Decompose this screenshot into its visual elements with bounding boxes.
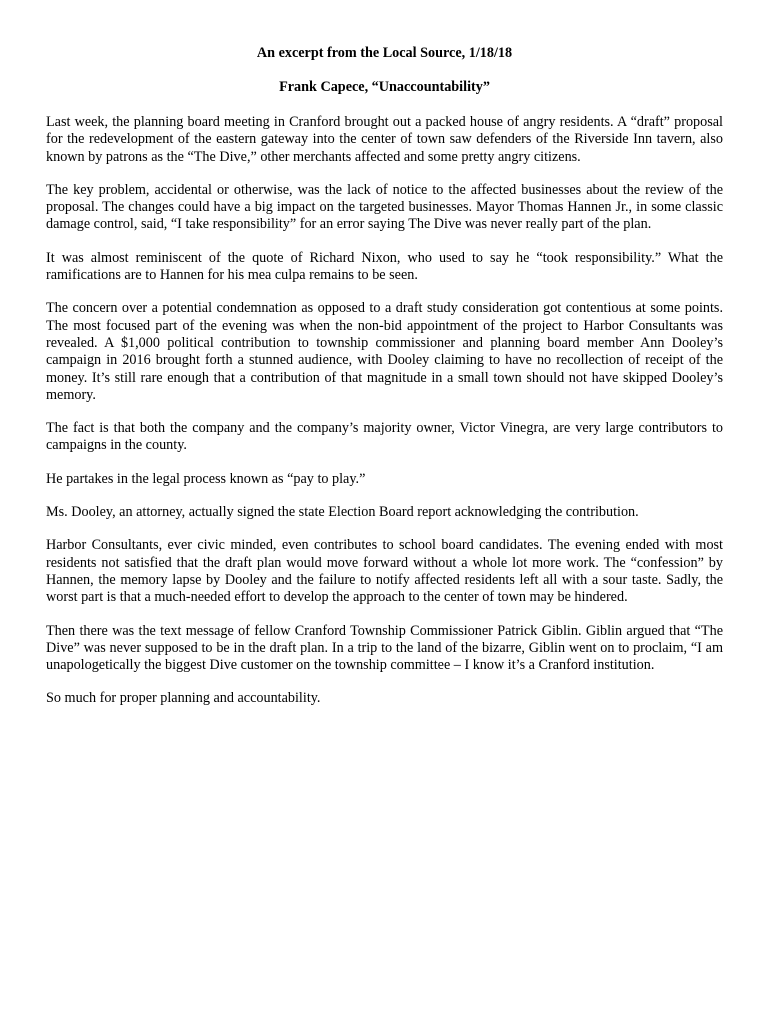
- paragraph: The key problem, accidental or otherwise, was the lack of notice to the affected businesses about the review of the proposal. The changes could have a big impact on the targeted businesses. Mayor Thomas Hannen Jr., in some classic damage control, said, “I take responsibility” for an error saying The Dive was never really part of the plan.: [46, 181, 723, 233]
- document-subtitle: Frank Capece, “Unaccountability”: [279, 79, 490, 95]
- paragraph: Harbor Consultants, ever civic minded, even contributes to school board candidates. The evening ended with most residents not satisfied that the draft plan would move forward without a whole lot more work. The “confession” by Hannen, the memory lapse by Dooley and the failure to notify affected residents left all with a sour taste. Sadly, the worst part is that a much-needed effort to develop the approach to the center of town may be hindered.: [46, 537, 723, 606]
- document-title: An excerpt from the Local Source, 1/18/18: [256, 45, 513, 61]
- paragraph: So much for proper planning and accountability.: [46, 690, 321, 707]
- paragraph: The concern over a potential condemnation as opposed to a draft study consideration got contentious at some points. The most focused part of the evening was when the non-bid appointment of the project to Harbor Consultants was revealed. A $1,000 political contribution to township commissioner and planning board member Ann Dooley’s campaign in 2016 brought forth a stunned audience, with Dooley claiming to have no recollection of receipt of the money. It’s still rare enough that a contribution of that magnitude in a small town should not have skipped Dooley’s memory.: [46, 300, 723, 403]
- paragraph: He partakes in the legal process known as “pay to play.”: [46, 470, 366, 487]
- paragraph: Then there was the text message of fellow Cranford Township Commissioner Patrick Giblin. Giblin argued that “The Dive” was never supposed to be in the draft plan. In a trip to the land of the bizarre, Giblin went on to proclaim, “I am unapologetically the biggest Dive customer on the township committee – I know it’s a Cranford institution.: [46, 622, 723, 674]
- paragraph: Ms. Dooley, an attorney, actually signed the state Election Board report acknowledging the contribution.: [46, 504, 639, 521]
- document-page: [46, 44, 723, 708]
- paragraph: Last week, the planning board meeting in Cranford brought out a packed house of angry residents. A “draft” proposal for the redevelopment of the eastern gateway into the center of town saw defenders of the Riverside Inn tavern, also known by patrons as the “The Dive,” other merchants affected and some pretty angry citizens.: [46, 114, 723, 165]
- paragraph: The fact is that both the company and the company’s majority owner, Victor Vinegra, are very large contributors to campaigns in the county.: [46, 420, 723, 454]
- paragraph: It was almost reminiscent of the quote of Richard Nixon, who used to say he “took responsibility.” What the ramifications are to Hannen for his mea culpa remains to be seen.: [46, 249, 723, 284]
- article-body: [46, 114, 723, 708]
